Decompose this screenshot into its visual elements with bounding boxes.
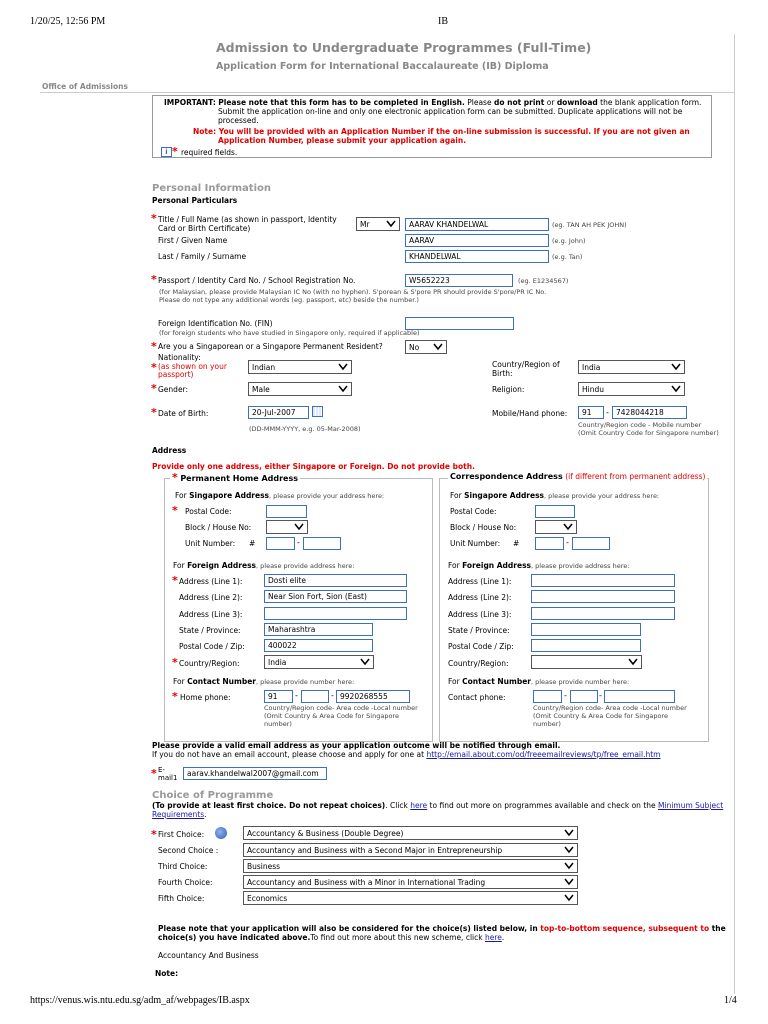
choice-1-label: First Choice:: [158, 830, 205, 839]
full-name-example: (eg. TAN AH PEK JOHN): [552, 221, 627, 229]
corr-unit-dash: -: [566, 538, 569, 547]
choice-3-select[interactable]: Business: [243, 859, 578, 873]
chevron-down-icon: [564, 862, 574, 870]
note-label: Note:: [155, 969, 179, 978]
perm-country-select[interactable]: India: [264, 655, 374, 669]
gender-label: Gender:: [158, 385, 189, 394]
passport-note-2: Please do not type any additional words (eg. passport, etc) beside the number.): [159, 296, 419, 304]
notice-line-2: Submit the application on-line and only one electronic application form can be submitted. Duplicate applications will not be: [218, 107, 683, 116]
required-star-icon: *: [151, 273, 157, 286]
min-subject-req-link[interactable]: Minimum Subject: [658, 801, 724, 810]
fin-label: Foreign Identification No. (FIN): [158, 319, 273, 328]
corr-zip-input[interactable]: [531, 639, 641, 652]
corr-contact-hint: For Contact Number, please provide number here:: [448, 677, 630, 686]
perm-unit-label: Unit Number:: [185, 539, 236, 548]
required-star-icon: *: [151, 382, 157, 395]
perm-phone-note-1: Country/Region code- Area code -Local number: [264, 704, 418, 712]
fin-note: (for foreign students who have studied in Singapore only, required if applicable): [159, 329, 420, 337]
chevron-down-icon: [338, 363, 348, 371]
chevron-down-icon: [294, 523, 304, 531]
corr-line3-label: Address (Line 3):: [448, 610, 512, 619]
corr-country-select[interactable]: [531, 655, 642, 669]
perm-line3-input[interactable]: [264, 607, 407, 620]
perm-sg-address-hint: For Singapore Address, please provide your address here:: [175, 491, 385, 500]
perm-unit-hash: #: [249, 539, 256, 548]
country-of-birth-select[interactable]: India: [578, 360, 685, 374]
chevron-down-icon: [433, 343, 443, 351]
perm-line1-label: Address (Line 1):: [179, 577, 243, 586]
chevron-down-icon: [563, 523, 573, 531]
corr-line2-label: Address (Line 2):: [448, 593, 512, 602]
perm-phone-local-input[interactable]: 9920268555: [336, 690, 410, 703]
perm-postal-label: Postal Code:: [185, 507, 232, 516]
programme-instruction-2: Requirements.: [152, 810, 207, 819]
perm-zip-input[interactable]: 400022: [264, 639, 373, 652]
choice-2-label: Second Choice :: [158, 846, 219, 855]
address-warning: Provide only one address, either Singapore or Foreign. Do not provide both.: [152, 462, 475, 471]
passport-note-1: (for Malaysian, please provide Malaysian IC No (with no hyphen). S'porean & S'pore PR should provide S'pore/PR IC No.: [159, 288, 547, 296]
chevron-down-icon: [338, 385, 348, 393]
notice-note-2: Application Number, please submit your application again.: [218, 136, 467, 145]
personal-particulars-heading: Personal Particulars: [152, 196, 238, 205]
right-border: [734, 34, 735, 994]
choice-1-select[interactable]: Accountancy & Business (Double Degree): [243, 826, 578, 840]
mobile-country-code-input[interactable]: 91: [578, 406, 604, 419]
required-star-icon: *: [172, 690, 178, 703]
perm-line1-input[interactable]: Dosti elite: [264, 574, 407, 587]
additional-choice-note-1: Please note that your application will also be considered for the choice(s) listed below, in top-to-bottom sequence, subsequent to the: [158, 924, 726, 933]
last-name-label: Last / Family / Surname: [158, 252, 247, 261]
perm-phone-dash-2: -: [331, 691, 334, 700]
sg-resident-select[interactable]: No: [405, 340, 447, 354]
programme-instruction: (To provide at least first choice. Do not repeat choices). Click here to find out more on programmes available and check on the Minimum Subject: [152, 801, 724, 810]
notice-line-3: processed.: [218, 116, 259, 125]
corr-country-label: Country/Region:: [448, 659, 509, 668]
required-star-icon: *: [151, 340, 157, 353]
email-label: E- mail1: [158, 766, 178, 782]
fin-input[interactable]: [405, 317, 514, 330]
corr-phone-area-input[interactable]: [570, 690, 598, 703]
corr-foreign-address-hint: For Foreign Address, please provide address here:: [448, 561, 630, 570]
required-star-icon: *: [172, 145, 178, 158]
corr-line1-input[interactable]: [531, 574, 675, 587]
email-input[interactable]: aarav.khandelwal2007@gmail.com: [183, 767, 327, 780]
free-email-link[interactable]: http://email.about.com/od/freeemailreviews/tp/free_email.htm: [426, 750, 661, 759]
perm-country-label: Country/Region:: [179, 659, 240, 668]
mobile-number-input[interactable]: 7428044218: [612, 406, 687, 419]
permanent-address-legend: * Permanent Home Address: [172, 471, 298, 484]
corr-phone-note-3: number): [533, 720, 561, 728]
info-globe-icon[interactable]: [215, 827, 227, 839]
perm-unit-dash: -: [297, 538, 300, 547]
passport-example: (eg. E1234567): [518, 277, 569, 285]
perm-foreign-address-hint: For Foreign Address, please provide address here:: [173, 561, 355, 570]
corr-phone-note-2: (Omit Country & Area Code for Singapore: [533, 712, 668, 720]
page-title: Admission to Undergraduate Programmes (Full-Time): [216, 40, 592, 55]
mobile-note-2: (Omit Country Code for Singapore number): [578, 429, 719, 437]
perm-state-input[interactable]: Maharashtra: [264, 623, 373, 636]
corr-unit-floor-input[interactable]: [535, 537, 564, 550]
chevron-down-icon: [564, 878, 574, 886]
perm-line3-label: Address (Line 3):: [179, 610, 243, 619]
print-page-number: 1/4: [724, 995, 737, 1006]
required-star-icon: *: [172, 656, 178, 669]
dob-label: Date of Birth:: [158, 409, 209, 418]
perm-postal-input[interactable]: [266, 505, 307, 518]
choice-5-select[interactable]: Economics: [243, 891, 578, 905]
chevron-down-icon: [564, 829, 574, 837]
choice-5-label: Fifth Choice:: [158, 894, 205, 903]
first-name-example: (e.g. John): [552, 237, 586, 245]
dob-format-hint: (DD-MMM-YYYY, e.g. 05-Mar-2008): [249, 425, 361, 433]
country-of-birth-label: Country/Region of Birth:: [492, 360, 560, 378]
required-star-icon: *: [151, 767, 157, 780]
perm-phone-country-input[interactable]: 91: [264, 690, 293, 703]
required-star-icon: *: [151, 828, 157, 841]
programme-here-link[interactable]: here: [410, 801, 428, 810]
choice-2-select[interactable]: Accountancy and Business with a Second Major in Entrepreneurship: [243, 843, 578, 857]
corr-phone-note-1: Country/Region code- Area code -Local number: [533, 704, 687, 712]
mobile-dash: -: [606, 408, 609, 417]
chevron-down-icon: [564, 846, 574, 854]
notice-note-1: Note: You will be provided with an Application Number if the on-line submission is successful. If you are not given an: [193, 127, 690, 136]
perm-phone-note-3: number): [264, 720, 292, 728]
additional-programme: Accountancy And Business: [158, 951, 259, 960]
office-label: Office of Admissions: [42, 82, 128, 91]
perm-state-label: State / Province:: [179, 626, 241, 635]
required-star-icon: *: [151, 212, 157, 225]
email-apply-line: If you do not have an email account, please choose and apply for one at http://email.about.com/od/freeemailreviews/tp/free_email.htm: [152, 750, 661, 759]
corr-phone-country-input[interactable]: [533, 690, 562, 703]
print-page-title: IB: [438, 16, 448, 27]
perm-phone-area-input[interactable]: [301, 690, 329, 703]
chevron-down-icon: [564, 894, 574, 902]
chevron-down-icon: [386, 220, 396, 228]
corr-zip-label: Postal Code / Zip:: [448, 642, 514, 651]
perm-phone-dash-1: -: [295, 691, 298, 700]
dob-input[interactable]: 20-Jul-2007: [248, 406, 309, 419]
chevron-down-icon: [360, 658, 370, 666]
full-name-input[interactable]: AARAV KHANDELWAL: [405, 218, 549, 231]
last-name-example: (e.g. Tan): [552, 253, 583, 261]
gender-select[interactable]: Male: [248, 382, 352, 396]
info-icon: i: [161, 147, 172, 157]
corr-unit-number-input[interactable]: [572, 537, 610, 550]
first-name-input[interactable]: AARAV: [405, 234, 549, 247]
corr-phone-dash-1: -: [564, 691, 567, 700]
header-divider: [40, 92, 734, 93]
additional-choice-note-2: choice(s) you have indicated above.To find out more about this new scheme, click here.: [158, 933, 505, 942]
nationality-label: Nationality: (as shown on your passport): [158, 353, 227, 379]
perm-unit-floor-input[interactable]: [266, 537, 295, 550]
chevron-down-icon: [671, 385, 681, 393]
page-subtitle: Application Form for International Baccalaureate (IB) Diploma: [216, 61, 549, 72]
corr-block-label: Block / House No:: [450, 523, 517, 532]
perm-phone-note-2: (Omit Country & Area Code for Singapore: [264, 712, 399, 720]
chevron-down-icon: [628, 658, 638, 666]
perm-home-phone-label: Home phone:: [180, 693, 231, 702]
corr-phone-dash-2: -: [599, 691, 602, 700]
corr-state-label: State / Province:: [448, 626, 510, 635]
mobile-note-1: Country/Region code - Mobile number: [578, 421, 702, 429]
corr-block-select[interactable]: [535, 520, 577, 534]
required-star-icon: *: [151, 406, 157, 419]
required-star-icon: *: [172, 574, 178, 587]
perm-block-label: Block / House No:: [185, 523, 252, 532]
min-subject-req-link-2[interactable]: Requirements: [152, 810, 205, 819]
calendar-icon[interactable]: [312, 406, 323, 417]
passport-label: Passport / Identity Card No. / School Registration No.: [158, 276, 356, 285]
section-personal-information: Personal Information: [152, 183, 271, 194]
corr-line2-input[interactable]: [531, 590, 675, 603]
corr-contact-phone-label: Contact phone:: [448, 693, 506, 702]
corr-line1-label: Address (Line 1):: [448, 577, 512, 586]
chevron-down-icon: [671, 363, 681, 371]
corr-postal-label: Postal Code:: [450, 507, 497, 516]
last-name-input[interactable]: KHANDELWAL: [405, 250, 549, 263]
perm-line2-label: Address (Line 2):: [179, 593, 243, 602]
email-instruction: Please provide a valid email address as your application outcome will be notified through email.: [152, 741, 561, 750]
corr-unit-hash: #: [513, 539, 520, 548]
corr-postal-input[interactable]: [535, 505, 575, 518]
required-star-icon: *: [151, 361, 157, 374]
corr-phone-local-input[interactable]: [604, 690, 675, 703]
correspondence-address-legend: Correspondence Address (if different from permanent address): [450, 472, 706, 481]
perm-line2-input[interactable]: Near Sion Fort, Sion (East): [264, 590, 407, 603]
title-select[interactable]: Mr: [356, 217, 400, 231]
passport-input[interactable]: W5652223: [405, 274, 513, 287]
print-datetime: 1/20/25, 12:56 PM: [30, 16, 106, 27]
new-scheme-here-link[interactable]: here: [484, 933, 502, 942]
required-star-icon: *: [172, 504, 178, 517]
print-url: https://venus.wis.ntu.edu.sg/adm_af/webpages/IB.aspx: [30, 995, 250, 1006]
corr-unit-label: Unit Number:: [450, 539, 501, 548]
religion-label: Religion:: [492, 385, 525, 394]
perm-block-select[interactable]: [266, 520, 308, 534]
section-choice-of-programme: Choice of Programme: [152, 790, 274, 801]
nationality-select[interactable]: Indian: [248, 360, 352, 374]
corr-sg-address-hint: For Singapore Address, please provide your address here:: [450, 491, 660, 500]
address-heading: Address: [152, 446, 187, 455]
required-legend: required fields.: [181, 148, 238, 157]
full-name-label: Title / Full Name (as shown in passport, Identity Card or Birth Certificate): [158, 215, 337, 233]
perm-contact-hint: For Contact Number, please provide number here:: [173, 677, 355, 686]
religion-select[interactable]: Hindu: [578, 382, 685, 396]
perm-zip-label: Postal Code / Zip:: [179, 642, 245, 651]
mobile-label: Mobile/Hand phone:: [492, 409, 568, 418]
choice-4-label: Fourth Choice:: [158, 878, 213, 887]
choice-3-label: Third Choice:: [158, 862, 208, 871]
sg-resident-label: Are you a Singaporean or a Singapore Permanent Resident?: [158, 342, 383, 351]
corr-state-input[interactable]: [531, 623, 641, 636]
corr-line3-input[interactable]: [531, 607, 675, 620]
notice-line-1: IMPORTANT: Please note that this form has to be completed in English. Please do not print or download the blank application form.: [164, 98, 702, 107]
perm-unit-number-input[interactable]: [303, 537, 341, 550]
first-name-label: First / Given Name: [158, 236, 228, 245]
choice-4-select[interactable]: Accountancy and Business with a Minor in International Trading: [243, 875, 578, 889]
